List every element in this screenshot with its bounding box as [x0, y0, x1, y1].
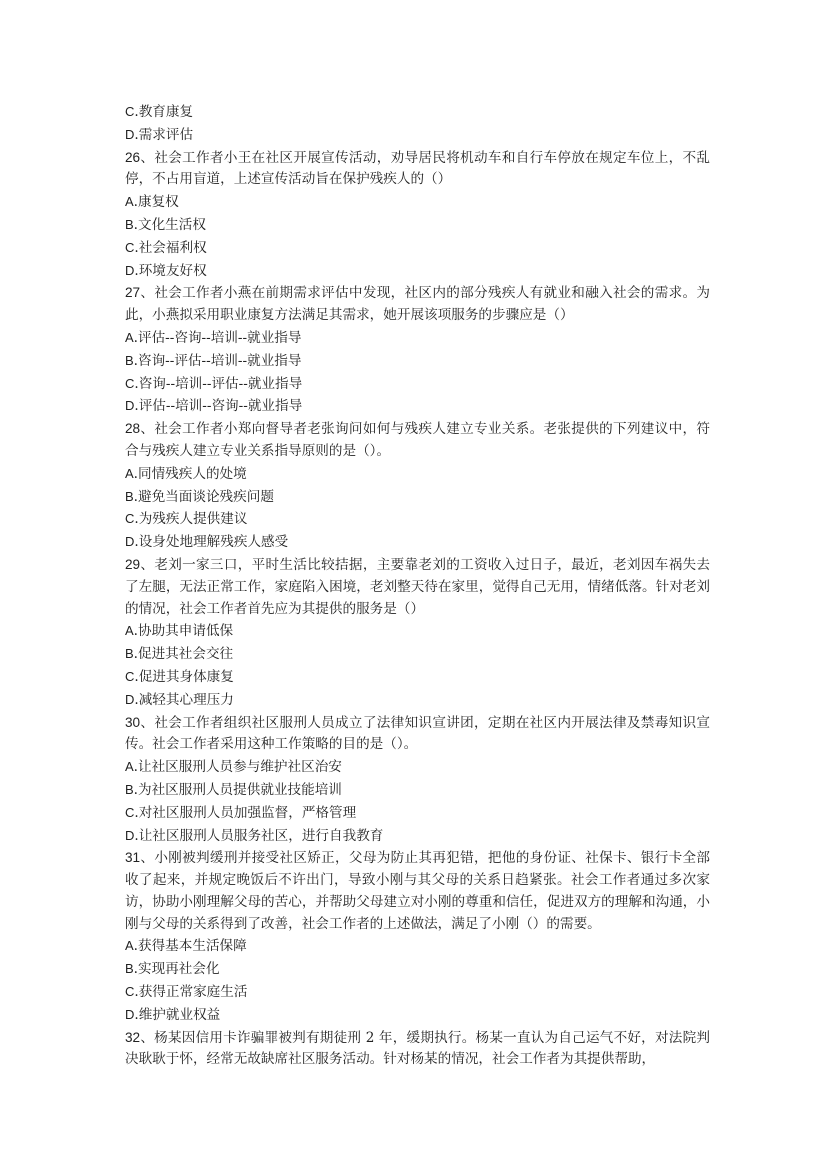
question-stem: 32、杨某因信用卡诈骗罪被判有期徒刑 2 年，缓期执行。杨某一直认为自己运气不好，对法院判决耿耿于怀，经常无故缺席社区服务活动。针对杨某的情况，社会工作者为其提供帮助， [125, 1029, 710, 1068]
question-stem: 29、老刘一家三口，平时生活比较拮据，主要靠老刘的工资收入过日子，最近，老刘因车祸失去了左腿，无法正常工作，家庭陷入困境，老刘整天待在家里，觉得自己无用，情绪低落。针对老刘的情况，社会工作者首先应为其提供的服务是（） [125, 556, 710, 617]
question-stem: 30、社会工作者组织社区服刑人员成立了法律知识宣讲团，定期在社区内开展法律及禁毒知识宣传。社会工作者采用这种工作策略的目的是（）。 [125, 714, 710, 753]
question-30 [125, 712, 710, 848]
option-c: C.咨询--培训--评估--就业指导 [125, 375, 303, 392]
option-c: C.为残疾人提供建议 [125, 511, 248, 528]
option-b: B.实现再社会化 [125, 961, 220, 978]
question-26 [125, 147, 710, 283]
leading-options [125, 101, 710, 147]
option-a: A.康复权 [125, 194, 179, 211]
option-a: A.同情残疾人的处境 [125, 465, 247, 482]
option-c: C.对社区服刑人员加强监督，严格管理 [125, 804, 357, 821]
option-b: B.促进其社会交往 [125, 646, 234, 663]
question-stem: 28、社会工作者小郑向督导者老张询问如何与残疾人建立专业关系。老张提供的下列建议中，符合与残疾人建立专业关系指导原则的是（）。 [125, 421, 710, 459]
question-31 [125, 847, 710, 1026]
question-stem: 27、社会工作者小燕在前期需求评估中发现，社区内的部分残疾人有就业和融入社会的需求。为此，小燕拟采用职业康复方法满足其需求，她开展该项服务的步骤应是（） [125, 285, 710, 324]
option-d: D.设身处地理解残疾人感受 [125, 534, 289, 551]
option-d: D.减轻其心理压力 [125, 691, 234, 708]
option-c: C.社会福利权 [125, 239, 207, 256]
question-32 [125, 1027, 710, 1072]
option-b: B.避免当面谈论残疾问题 [125, 488, 274, 505]
option-c: C.获得正常家庭生活 [125, 984, 248, 1001]
option-d: D.环境友好权 [125, 262, 207, 279]
question-29 [125, 554, 710, 712]
option-d: D.让社区服刑人员服务社区，进行自我教育 [125, 827, 384, 844]
document-page [125, 101, 710, 1071]
option-d: D.维护就业权益 [125, 1006, 221, 1023]
option-b: B.为社区服刑人员提供就业技能培训 [125, 781, 342, 798]
option-c: C.教育康复 [125, 104, 194, 120]
question-stem: 26、社会工作者小王在社区开展宣传活动，劝导居民将机动车和自行车停放在规定车位上，不乱停，不占用盲道，上述宣传活动旨在保护残疾人的（） [125, 149, 710, 188]
option-a: A.获得基本生活保障 [125, 938, 247, 955]
option-d: D.需求评估 [125, 126, 194, 143]
option-a: A.让社区服刑人员参与维护社区治安 [125, 759, 342, 776]
option-c: C.促进其身体康复 [125, 668, 234, 685]
option-a: A.评估--咨询--培训--就业指导 [125, 329, 302, 346]
question-27 [125, 282, 710, 418]
question-28 [125, 418, 710, 554]
option-b: B.文化生活权 [125, 216, 206, 233]
option-a: A.协助其申请低保 [125, 623, 234, 640]
option-d: D.评估--培训--咨询--就业指导 [125, 398, 303, 415]
question-stem: 31、小刚被判缓刑并接受社区矫正，父母为防止其再犯错，把他的身份证、社保卡、银行卡全部收了起来，并规定晚饭后不许出门，导致小刚与其父母的关系日趋紧张。社会工作者通过多次家访，协助小刚理解父母的苦心，并帮助父母建立对小刚的尊重和信任，促进双方的理解和沟通，小刚与父母的关系得到了改善，社会工作者的上述做法，满足了小刚（）的需要。 [125, 850, 710, 932]
option-b: B.咨询--评估--培训--就业指导 [125, 352, 302, 369]
